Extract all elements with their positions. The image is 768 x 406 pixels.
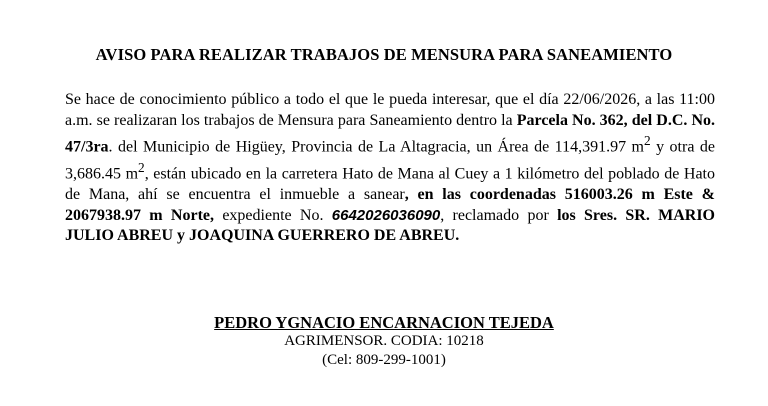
coordinates: , en las coordenadas 516003.26 m Este & 2067938.97 m Norte,	[65, 186, 715, 224]
signatory-name: PEDRO YGNACIO ENCARNACION TEJEDA	[214, 313, 554, 332]
notice-title: AVISO PARA REALIZAR TRABAJOS DE MENSURA PARA SANEAMIENTO	[95, 45, 673, 64]
signatory-title: AGRIMENSOR. CODIA: 10218	[284, 333, 484, 349]
notice-body	[65, 90, 715, 247]
body-text-6: , reclamado por	[440, 206, 558, 224]
body-text-4: , están ubicado en la carretera Hato de Mana al Cuey a 1 kilómetro del poblado de Hato de Mana, ahí se encuentra el inmueble a sanear	[65, 165, 715, 204]
parcela-reference: Parcela No. 362, del D.C. No. 47/3ra	[65, 111, 715, 156]
body-text-5: expediente No.	[214, 206, 332, 224]
claimants: los Sres. SR. MARIO JULIO ABREU y JOAQUINA GUERRERO DE ABREU.	[65, 206, 715, 245]
area-superscript-1: 2	[643, 133, 651, 149]
signatory-phone: (Cel: 809-299-1001)	[322, 352, 446, 368]
expediente-number: 6642026036090	[331, 206, 441, 224]
body-text-1: Se hace de conocimiento público a todo el que le pueda interesar, que el día 22/06/2026, a las 11:00 a.m. se realizaran los trabajos de Mensura para Saneamiento dentro la	[65, 91, 715, 129]
area-superscript-2: 2	[138, 160, 145, 176]
body-text-2: . del Municipio de Higüey, Provincia de La Altagracia, un Área de 114,391.97 m	[108, 138, 644, 156]
body-text-3: y otra de 3,686.45 m	[65, 138, 715, 183]
